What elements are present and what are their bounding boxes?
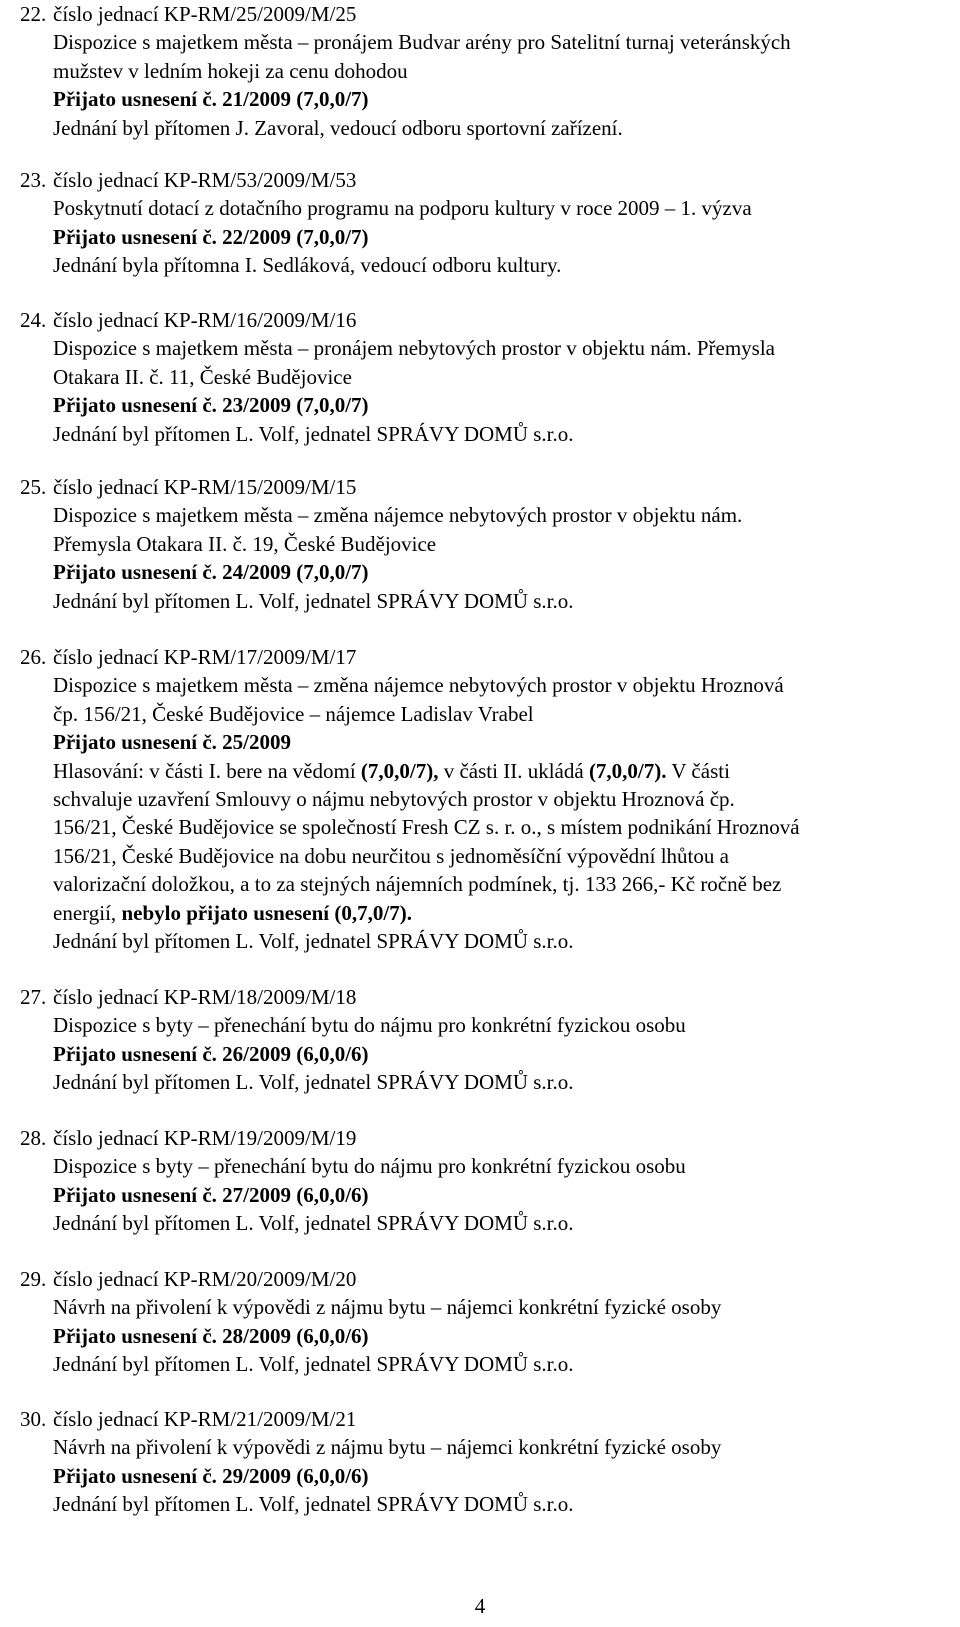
agenda-item-28 bbox=[20, 1124, 940, 1238]
agenda-item-23 bbox=[20, 166, 940, 280]
agenda-item-25 bbox=[20, 473, 940, 615]
subject-line: Přemysla Otakara II. č. 19, České Budějovice bbox=[53, 531, 437, 556]
subject-line: Dispozice s majetkem města – pronájem nebytových prostor v objektu nám. Přemysla bbox=[53, 336, 775, 361]
reference-number: číslo jednací KP-RM/16/2009/M/16 bbox=[53, 308, 357, 332]
resolution: Přijato usnesení č. 22/2009 (7,0,0/7) bbox=[53, 224, 369, 249]
subject-line: Otakara II. č. 11, České Budějovice bbox=[53, 364, 352, 389]
item-number: 27. bbox=[20, 985, 47, 1009]
resolution: Přijato usnesení č. 23/2009 (7,0,0/7) bbox=[53, 393, 369, 418]
voting-text: v části II. ukládá bbox=[438, 758, 589, 783]
reference-number: číslo jednací KP-RM/19/2009/M/19 bbox=[53, 1126, 357, 1150]
attendance-note: Jednání byl přítomen L. Volf, jednatel SPRÁVY DOMŮ s.r.o. bbox=[53, 1070, 574, 1095]
item-number: 26. bbox=[20, 645, 47, 669]
voting-line bbox=[53, 757, 933, 785]
agenda-item-22 bbox=[20, 0, 940, 142]
agenda-item-29 bbox=[20, 1265, 940, 1379]
subject-line: Dispozice s majetkem města – změna nájemce nebytových prostor v objektu nám. bbox=[53, 503, 743, 528]
subject-line: Dispozice s byty – přenechání bytu do nájmu pro konkrétní fyzickou osobu bbox=[53, 1013, 686, 1038]
resolution: Přijato usnesení č. 21/2009 (7,0,0/7) bbox=[53, 87, 369, 112]
voting-line: schvaluje uzavření Smlouvy o nájmu nebytových prostor v objektu Hroznová čp. bbox=[53, 787, 735, 812]
subject-line: mužstev v ledním hokeji za cenu dohodou bbox=[53, 58, 408, 83]
attendance-note: Jednání byl přítomen J. Zavoral, vedoucí odboru sportovní zařízení. bbox=[53, 115, 623, 140]
agenda-item-24 bbox=[20, 306, 940, 448]
voting-line: 156/21, České Budějovice na dobu neurčitou s jednoměsíční výpovědní lhůtou a bbox=[53, 843, 729, 868]
voting-line: 156/21, České Budějovice se společností Fresh CZ s. r. o., s místem podnikání Hroznová bbox=[53, 815, 800, 840]
subject-line: Návrh na přivolení k výpovědi z nájmu bytu – nájemci konkrétní fyzické osoby bbox=[53, 1435, 722, 1460]
reference-number: číslo jednací KP-RM/53/2009/M/53 bbox=[53, 168, 357, 192]
reference-number: číslo jednací KP-RM/25/2009/M/25 bbox=[53, 2, 357, 26]
resolution: Přijato usnesení č. 25/2009 bbox=[53, 730, 291, 755]
item-number: 23. bbox=[20, 168, 47, 192]
item-number: 30. bbox=[20, 1407, 47, 1431]
vote-result: (7,0,0/7). bbox=[588, 758, 667, 783]
item-number: 22. bbox=[20, 2, 47, 26]
attendance-note: Jednání byla přítomna I. Sedláková, vedoucí odboru kultury. bbox=[53, 253, 562, 278]
voting-text: Hlasování: v části I. bere na vědomí bbox=[53, 758, 361, 783]
reference-number: číslo jednací KP-RM/20/2009/M/20 bbox=[53, 1267, 357, 1291]
reference-number: číslo jednací KP-RM/21/2009/M/21 bbox=[53, 1407, 357, 1431]
resolution: Přijato usnesení č. 29/2009 (6,0,0/6) bbox=[53, 1463, 369, 1488]
attendance-note: Jednání byl přítomen L. Volf, jednatel SPRÁVY DOMŮ s.r.o. bbox=[53, 421, 574, 446]
attendance-note: Jednání byl přítomen L. Volf, jednatel SPRÁVY DOMŮ s.r.o. bbox=[53, 1211, 574, 1236]
attendance-note: Jednání byl přítomen L. Volf, jednatel SPRÁVY DOMŮ s.r.o. bbox=[53, 929, 574, 954]
agenda-item-26 bbox=[20, 643, 940, 955]
subject-line: Dispozice s majetkem města – změna nájemce nebytových prostor v objektu Hroznová bbox=[53, 673, 784, 698]
resolution: Přijato usnesení č. 24/2009 (7,0,0/7) bbox=[53, 560, 369, 585]
resolution: Přijato usnesení č. 26/2009 (6,0,0/6) bbox=[53, 1041, 369, 1066]
resolution: Přijato usnesení č. 27/2009 (6,0,0/6) bbox=[53, 1182, 369, 1207]
item-number: 24. bbox=[20, 308, 47, 332]
attendance-note: Jednání byl přítomen L. Volf, jednatel SPRÁVY DOMŮ s.r.o. bbox=[53, 588, 574, 613]
voting-line bbox=[53, 899, 933, 927]
voting-line: valorizační doložkou, a to za stejných nájemních podmínek, tj. 133 266,- Kč ročně bez bbox=[53, 872, 782, 897]
attendance-note: Jednání byl přítomen L. Volf, jednatel SPRÁVY DOMŮ s.r.o. bbox=[53, 1352, 574, 1377]
item-number: 25. bbox=[20, 475, 47, 499]
resolution: Přijato usnesení č. 28/2009 (6,0,0/6) bbox=[53, 1323, 369, 1348]
reference-number: číslo jednací KP-RM/15/2009/M/15 bbox=[53, 475, 357, 499]
page-number: 4 bbox=[474, 1594, 486, 1618]
subject-line: Dispozice s byty – přenechání bytu do nájmu pro konkrétní fyzickou osobu bbox=[53, 1154, 686, 1179]
agenda-item-27 bbox=[20, 983, 940, 1097]
item-number: 28. bbox=[20, 1126, 47, 1150]
vote-result: nebylo přijato usnesení (0,7,0/7). bbox=[121, 900, 412, 925]
vote-result: (7,0,0/7), bbox=[360, 758, 439, 783]
subject-line: čp. 156/21, České Budějovice – nájemce Ladislav Vrabel bbox=[53, 701, 534, 726]
reference-number: číslo jednací KP-RM/17/2009/M/17 bbox=[53, 645, 357, 669]
subject-line: Dispozice s majetkem města – pronájem Budvar arény pro Satelitní turnaj veteránských bbox=[53, 30, 791, 55]
subject-line: Poskytnutí dotací z dotačního programu na podporu kultury v roce 2009 – 1. výzva bbox=[53, 196, 752, 221]
voting-text: V části bbox=[666, 758, 730, 783]
agenda-item-30 bbox=[20, 1405, 940, 1519]
reference-number: číslo jednací KP-RM/18/2009/M/18 bbox=[53, 985, 357, 1009]
voting-text: energií, bbox=[53, 900, 122, 925]
subject-line: Návrh na přivolení k výpovědi z nájmu bytu – nájemci konkrétní fyzické osoby bbox=[53, 1295, 722, 1320]
item-number: 29. bbox=[20, 1267, 47, 1291]
attendance-note: Jednání byl přítomen L. Volf, jednatel SPRÁVY DOMŮ s.r.o. bbox=[53, 1492, 574, 1517]
